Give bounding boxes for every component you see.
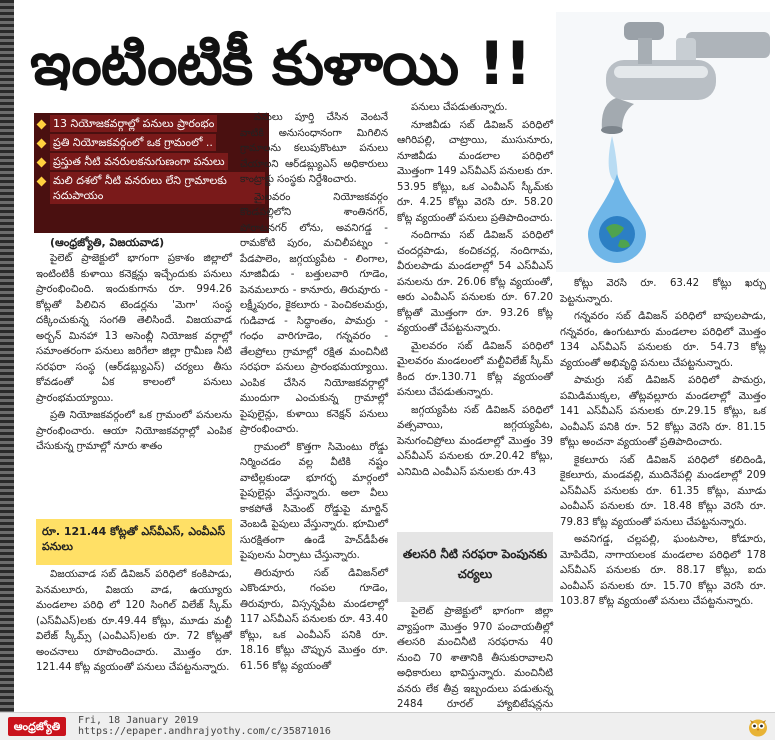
box-heading: తలసరి నీటి సరఫరా పెంపునకు చర్యలు — [397, 532, 553, 602]
footer-date: Fri, 18 January 2019 — [78, 715, 199, 726]
highlight-item: 13 నియోజకవర్గాల్లో పనులు ప్రారంభం — [38, 115, 265, 132]
highlight-item: ప్రస్తుత నీటి వనరులకనుగుణంగా పనులు — [38, 153, 265, 170]
highlights-box — [34, 113, 269, 233]
footer-url[interactable]: https://epaper.andhrajyothy.com/c/35871016 — [78, 726, 331, 737]
paragraph: పనులు చేపడుతున్నారు. — [411, 102, 508, 113]
bullet-icon — [37, 177, 47, 187]
water-drop-globe-icon — [584, 172, 650, 262]
paragraph: కోట్లు వెరసి రూ. 63.42 కోట్లు ఖర్చు పెట్టనున్నారు. — [560, 278, 766, 305]
column-1-top — [36, 251, 232, 517]
tap-image — [556, 12, 770, 272]
highlight-item: ప్రతి నియోజకవర్గంలో ఒక గ్రామంలో .. — [38, 134, 265, 151]
dateline: (ఆంధ్రజ్యోతి, విజయవాడ) — [50, 236, 165, 249]
highlight-item: మలి దశలో నీటి వనరులు లేని గ్రామాలకు సదుపాయం — [38, 172, 265, 204]
paragraph: నూజివీడు సబ్ డివిజన్ పరిధిలో ఆగిరిపల్లి, చాట్రాయి, ముసునూరు, నూజివీడు మండలాల పరిధిలో మొత్తంగా 149 ఎస్‌వీఎస్ పనులకు రూ. 53.95 కోట్లు, ఒక ఎంవీఎస్ స్కీమ్‌కు రూ. 4.25 కోట్లు వెరసి రూ. 58.20 కోట్ల వ్యయంతో పనులు ప్రతిపాదించారు. — [397, 119, 553, 224]
column-1-bottom — [36, 567, 232, 709]
paragraph: కైకలూరు సబ్ డివిజన్ పరిధిలో కలిదిండి, కైకలూరు, మండవల్లి, ముదినేపల్లి మండలాల్లో 209 ఎస్‌వీఎస్ పనులకు రూ. 61.35 కోట్లు, మూడు ఎంవీఎస్ పనులకు రూ. 18.48 కోట్లు వెరసి రూ. 79.83 కోట్ల వ్యయంతో పనులు చేపట్టనున్నారు. — [560, 454, 766, 528]
paragraph: అవనిగడ్డ, చల్లపల్లి, ఘంటసాల, కోడూరు, మోపిదేవి, నాగాయలంక మండలాల పరిధిలో 178 ఎస్‌వీఎస్ పనులకు రూ. 88.17 కోట్లు, ఐదు ఎంవీఎస్ పనులకు రూ. 15.70 కోట్లు వెరసి రూ. 103.87 కోట్ల వ్యయంతో పనులు చేపట్టనున్నారు. — [560, 534, 766, 607]
bullet-icon — [37, 120, 47, 130]
left-border-stripe — [0, 0, 14, 739]
paragraph: ప్రతి నియోజకవర్గంలో ఒక గ్రామంలో పనులను ప్రారంభించారు. ఆయా నియోజకవర్గాల్లో ఎంపిక చేసుకున్న గ్రామాల్లో నూరు శాతం — [36, 410, 232, 452]
column-3-top — [397, 100, 553, 530]
paragraph: గ్రామంలో కొత్తగా సిమెంటు రోడ్డు నిర్మించడం వల్ల వీటికి నష్టం వాటిల్లకుండా భూగర్భ మార్గంలో పైపులైన్లు వేస్తున్నారు. అలా వీలు కాకపోతే సిమెంట్ రోడ్డుపై మార్జిన్ వెంబడి పైపులు వేస్తున్నారు. భూమిలో సురక్షితంగా ఉండే హెచ్‌డీపీఈ పైపులను ఏర్పాటు చేస్తున్నారు. — [240, 441, 388, 561]
publication-logo[interactable]: ఆంధ్రజ్యోతి — [8, 717, 66, 736]
paragraph: గన్నవరం సబ్ డివిజన్ పరిధిలో బాపులపాడు, గన్నవరం, ఉంగుటూరు మండలాల పరిధిలో మొత్తం 134 ఎస్‌వీఎస్ పనులకు రూ. 54.73 కోట్ల వ్యయంతో అభివృద్ధి పనులు చేపట్టనున్నారు. — [560, 311, 766, 369]
paragraph: నందిగామ సబ్ డివిజన్ పరిధిలో చందర్లపాడు, కంచికచర్ల, నందిగామ, వీరులపాడు మండలాల్లో 54 ఎస్‌వీఎస్ పనులను రూ. 26.06 కోట్ల వ్యయంతో, ఆరు ఎంవీఎస్ పనులకు రూ. 67.20 కోట్లతో మొత్తంగా రూ. 93.26 కోట్ల వ్యయంతో చేపట్టనున్నారు. — [397, 230, 553, 334]
subheading: రూ. 121.44 కోట్లతో ఎస్‌వీఎస్, ఎంవీఎస్ పనులు — [36, 519, 232, 565]
paragraph: తిరువూరు సబ్ డివిజన్‌లో ఎకొండూరు, గంపల గూడెం, తిరువూరు, విస్సన్నపేట మండలాల్లో 117 ఎస్‌వీఎస్ పనులకు రూ. 43.40 కోట్లు, ఒక ఎంవీఎస్ పనికి రూ. 18.16 కోట్లు చొప్పున మొత్తం రూ. 61.56 కోట్ల వ్యయంతో — [240, 567, 388, 672]
column-4 — [560, 276, 766, 708]
column-3-bottom — [397, 604, 553, 708]
paragraph: పామర్రు సబ్ డివిజన్ పరిధిలో పామర్రు, పమిడిముక్కల, తోట్లవల్లూరు మండలాల్లో మొత్తం 141 ఎస్‌వీఎస్ పనులకు రూ.29.15 కోట్లు, ఒక ఎంవీఎస్ పనికి రూ. 52 కోట్లు వెరసి రూ. 81.15 కోట్లు అంచనా వ్యయంతో ప్రతిపాదించారు. — [560, 375, 766, 448]
paragraph: జగ్గయ్యపేట సబ్ డివిజన్ పరిధిలో వత్సవాయి, జగ్గయ్యపేట, పెనుగంచిప్రోలు మండలాల్లో మొత్తం 39 ఎస్‌వీఎస్ పనులకు రూ.20.42 కోట్లు, ఎనిమిది ఎంవీఎస్ పనులకు రూ.43 — [397, 404, 553, 478]
paragraph: మైలవరం సబ్ డివిజన్ పరిధిలో మైలవరం మండలంలో మల్టీవిలేజ్ స్కీమ్ కింద రూ.130.71 కోట్ల వ్యయంతో పనులు చేపడుతున్నారు. — [397, 340, 553, 398]
bullet-icon — [37, 158, 47, 168]
paragraph: పైలెట్ ప్రాజెక్టులో భాగంగా ప్రకాశం జిల్లాలో ఇంటింటికీ కుళాయి కనెక్షన్లు ఇచ్చేందుకు పనులు ప్రారంభించింది. ఇందుకుగాను రూ. 994.26 కోట్లతో పిలిచిన టెండర్లను 'మెగా' సంస్థ దక్కించుకున్న సంగతి తెలిసిందే. విజయవాడ అర్బన్ మినహా 13 అసెంబ్లీ నియోజక వర్గాల్లో సమాంతరంగా పనులు జరిగేలా జిల్లా గ్రామీణ నీటి సరఫరా సంస్థ (ఆర్‌డబ్ల్యుఎస్) చర్యలు తీసు కోవడంతో ఏక కాలంలో పనులు ప్రారంభమయ్యాయి. — [36, 253, 232, 404]
paragraph: విజయవాడ సబ్ డివిజన్ పరిధిలో కంకిపాడు, పెనమలూరు, విజయ వాడ, ఉయ్యూరు మండలాల పరిధి లో 120 సింగిల్ విలేజ్ స్కీమ్ (ఎస్‌వీఎస్)లకు రూ.49.44 కోట్లు, మూడు మల్టీ విలేజ్ స్కీమ్స్ (ఎంవీఎస్)లకు రూ. 72 కోట్లతో అంచనాలు రూపొందించారు. మొత్తం రూ. 121.44 కోట్ల వ్యయంతో పనులు చేపట్టనున్నారు. — [36, 569, 232, 673]
headline: ఇంటింటికీ కుళాయి !! — [30, 29, 531, 99]
paragraph: మైలవరం నియోజకవర్గం కొండపల్లిలోని శాంతినగర్, పోరాటనగర్ లోను, అవనిగడ్డ - రామకోటి పురం, మచిలీపట్నం - పేడపాలెం, జగ్గయ్యపేట - లింగాల, నూజివీడు - బత్తులవారి గూడెం, పెనమలూరు - కానూరు, తిరువూరు - లక్ష్మీపురం, కైకలూరు - పెంచికలమర్రు, గుడివాడ - సిద్ధాంతం, పామర్రు - గంధం వారిగూడెం, గన్నవరం - తేలప్రోలు గ్రామాల్లో రక్షిత మంచినీటి సరఫరా పనులు ప్రారంభమయ్యాయి. ఎంపిక చేసిన నియోజకవర్గాల్లో ముందుగా ఎంచుకున్న గ్రామాల్లో పైపులైన్లు, కుళాయి కనెక్షన్ పనులు ప్రారంభించారు. — [240, 191, 388, 435]
bullet-icon — [37, 139, 47, 149]
owl-icon — [747, 716, 769, 737]
footer-bar — [0, 712, 775, 740]
paragraph: పైలెట్ ప్రాజెక్టులో భాగంగా జిల్లా వ్యాప్తంగా మొత్తం 970 పంచాయతీల్లో తలసరి మంచినీటి సరఫరాను 40 నుంచి 70 శాతానికి తీసుకురావాలని అధికారులు భావిస్తున్నారు. మంచినీటి వనరు లేక తీవ్ర ఇబ్బందులు పడుతున్న 2484 రూరల్ హ్యాబిటేషన్లను — [397, 606, 553, 710]
paragraph: పనులు పూర్తి చేసిన వెంటనే వాటికి అనుసంధానంగా మిగిలిన గ్రామాలను కలుపుకొంటూ పనులు చేయాలని ఆర్‌డబ్ల్యుఎస్ అధికారులు కాంట్రాక్టు సంస్థకు నిర్దేశించారు. — [240, 112, 388, 185]
column-2 — [240, 110, 388, 708]
